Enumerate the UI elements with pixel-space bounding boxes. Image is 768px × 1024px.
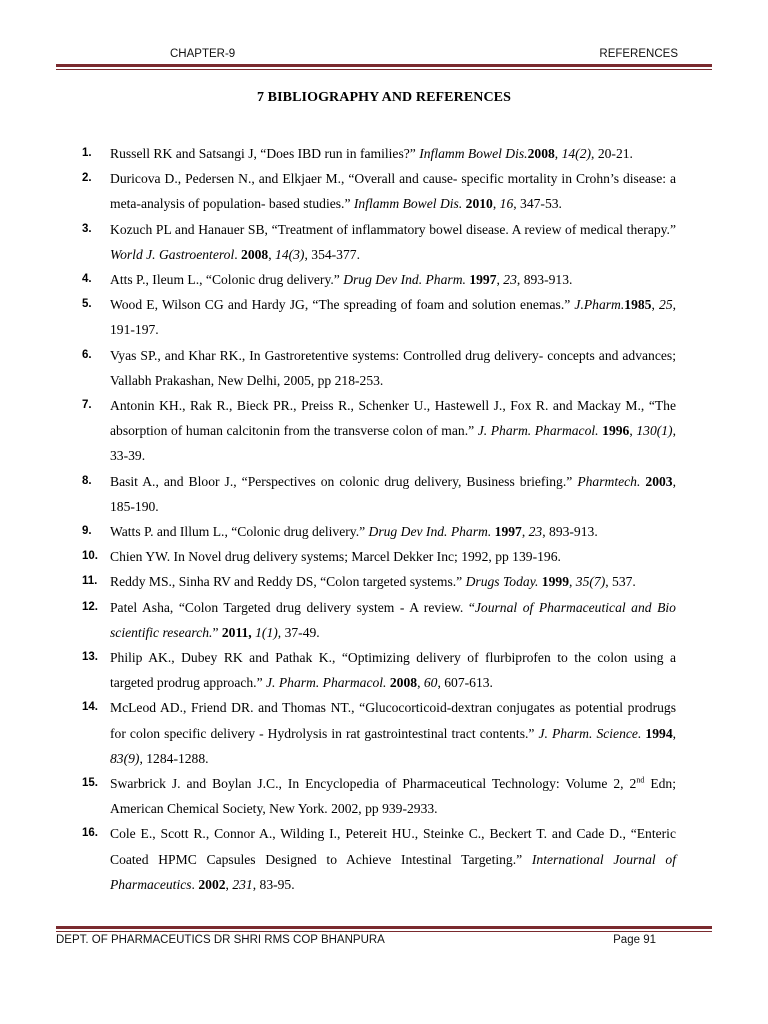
reference-text: , 37-49. (277, 624, 320, 640)
reference-text: J. Pharm. Pharmacol. (477, 423, 599, 439)
reference-text: Kozuch PL and Hanauer SB, “Treatment of inflammatory bowel disease. A review of medical therapy.” (110, 221, 676, 237)
reference-item (82, 771, 676, 821)
reference-text: International Journal of Pharmaceutics (110, 851, 676, 892)
reference-item (82, 141, 676, 166)
reference-item (82, 645, 676, 695)
reference-text: Antonin KH., Rak R., Bieck PR., Preiss R., Schenker U., Hastewell J., Fox R. and Mackay M., “The absorption of human calcitonin from the transverse colon of man.” (110, 398, 676, 439)
reference-text: , 83-95. (252, 876, 295, 892)
reference-text: , (651, 297, 660, 313)
reference-text: 16 (499, 196, 514, 212)
reference-text: 2011, (221, 624, 252, 640)
reference-text: 1(1) (255, 624, 278, 640)
reference-text: Philip AK., Dubey RK and Pathak K., “Optimizing delivery of flurbiprofen to the colon using a targeted prodrug approach.” (110, 650, 676, 691)
reference-text: 14(2) (561, 146, 592, 161)
reference-number: 8. (82, 474, 92, 487)
page-number: Page 91 (613, 934, 656, 946)
reference-text: 2002 (198, 876, 226, 892)
reference-text: . (191, 876, 199, 892)
reference-item (82, 469, 676, 519)
reference-number: 12. (82, 600, 98, 613)
reference-item (82, 217, 676, 267)
reference-number: 5. (82, 298, 92, 311)
reference-item (82, 695, 676, 771)
reference-text: ” (212, 624, 222, 640)
reference-text: , 537. (605, 574, 636, 590)
header-rule (56, 64, 712, 67)
reference-text: Edn; American Chemical Society, New York. 2002, pp 939-2933. (110, 776, 677, 817)
reference-text: Drug Dev Ind. Pharm. (343, 272, 466, 288)
reference-text: Swarbrick J. and Boylan J.C., In Encyclopedia of Pharmaceutical Technology: Volume 2, 2 (110, 776, 637, 792)
reference-text: J. Pharm. Pharmacol. (266, 675, 387, 691)
reference-text: Inflamm Bowel Dis. (353, 196, 463, 212)
page-header (56, 44, 712, 64)
reference-number: 3. (82, 222, 92, 235)
footer-rule-thin (56, 931, 712, 932)
reference-number: 16. (82, 827, 98, 840)
reference-item (82, 595, 676, 645)
reference-text: J.Pharm. (574, 297, 625, 313)
department-label: DEPT. OF PHARMACEUTICS DR SHRI RMS COP BHANPURA (56, 934, 385, 946)
footer-rule (56, 926, 712, 929)
reference-text: Cole E., Scott R., Connor A., Wilding I., Petereit HU., Steinke C., Beckert T. and Cade D., “Enteric Coated HPMC Capsules Designed to Achieve Intestinal Targeting.” (110, 826, 676, 867)
reference-text: 2008 (527, 146, 555, 161)
reference-text: , 1284-1288. (139, 750, 209, 766)
reference-text: 2008 (389, 675, 418, 691)
reference-text: Wood E, Wilson CG and Hardy JG, “The spreading of foam and solution enemas.” (110, 297, 575, 313)
reference-item (82, 821, 676, 897)
reference-text: , 347-53. (513, 196, 562, 212)
reference-text: , (268, 246, 276, 262)
reference-list (82, 141, 676, 897)
reference-text: nd (636, 775, 645, 785)
reference-text: Drugs Today. (465, 574, 539, 590)
reference-text: , (417, 675, 424, 691)
reference-item (82, 393, 676, 469)
reference-text: 23 (503, 272, 517, 288)
reference-text: , (629, 423, 637, 439)
reference-number: 4. (82, 273, 92, 286)
reference-text: 130(1) (636, 423, 673, 439)
reference-text: 1999 (541, 574, 569, 590)
reference-text: Watts P. and Illum L., “Colonic drug delivery.” (110, 524, 369, 540)
reference-number: 9. (82, 525, 92, 538)
reference-item (82, 166, 676, 216)
reference-text: Atts P., Ileum L., “Colonic drug delivery.” (110, 272, 344, 288)
reference-number: 7. (82, 399, 92, 412)
reference-item (82, 544, 676, 569)
reference-number: 1. (82, 147, 92, 159)
reference-number: 14. (82, 701, 98, 714)
reference-number: 2. (82, 172, 92, 185)
reference-text: . (234, 246, 242, 262)
reference-item (82, 519, 676, 544)
reference-number: 15. (82, 777, 98, 790)
reference-text: 1994 (645, 725, 673, 741)
reference-text: , (672, 725, 677, 741)
reference-text: 60 (423, 675, 438, 691)
chapter-label: CHAPTER-9 (170, 48, 236, 60)
reference-text: , 607-613. (437, 675, 493, 691)
reference-text: McLeod AD., Friend DR. and Thomas NT., “Glucocorticoid-dextran conjugates as potential prodrugs for colon specific delivery - Hydrolysis in rat gastrointestinal tract contents.” (110, 700, 676, 741)
reference-item (82, 267, 676, 292)
reference-text: Reddy MS., Sinha RV and Reddy DS, “Colon targeted systems.” (110, 574, 466, 590)
reference-number: 6. (82, 348, 92, 361)
reference-text: , 191-197. (110, 297, 677, 338)
reference-text: Duricova D., Pedersen N., and Elkjaer M., “Overall and cause- specific mortality in Crohn’s disease: a meta-analysis of population- based studies.” (110, 171, 676, 212)
reference-text: 2010 (465, 196, 493, 212)
reference-text: 1996 (602, 423, 630, 439)
reference-text: Drug Dev Ind. Pharm. (368, 524, 492, 540)
reference-text: 1997 (469, 272, 497, 288)
section-label: REFERENCES (599, 48, 678, 60)
reference-text: , 354-377. (304, 246, 360, 262)
reference-text: 14(3) (275, 246, 305, 262)
reference-text: Basit A., and Bloor J., “Perspectives on colonic drug delivery, Business briefing.” (110, 473, 578, 489)
reference-text: , 33-39. (110, 423, 676, 464)
reference-text: 35(7) (575, 574, 606, 590)
reference-text: , 893-913. (516, 272, 573, 288)
reference-text: 2003 (645, 473, 673, 489)
reference-number: 11. (82, 575, 98, 588)
reference-text: Pharmtech. (577, 473, 641, 489)
reference-text: 23 (528, 524, 543, 540)
reference-text: Patel Asha, “Colon Targeted drug delivery system - A review. “ (110, 599, 475, 615)
reference-text: , (568, 574, 576, 590)
page-title: 7 BIBLIOGRAPHY AND REFERENCES (256, 90, 512, 105)
reference-text: 1985 (624, 297, 652, 313)
reference-text: 25 (659, 297, 673, 313)
reference-text: , (492, 196, 500, 212)
reference-text: Journal of Pharmaceutical and Bio scientific research. (110, 599, 676, 640)
reference-number: 10. (82, 550, 98, 563)
reference-text: Chien YW. In Novel drug delivery systems; Marcel Dekker Inc; 1992, pp 139-196. (110, 549, 561, 565)
reference-item (82, 343, 676, 393)
reference-text: 231 (232, 876, 253, 892)
reference-text: , (225, 876, 233, 892)
reference-text: 83(9) (110, 750, 140, 766)
reference-text: 1997 (494, 524, 522, 540)
reference-text: , 185-190. (110, 473, 676, 514)
reference-text: J. Pharm. Science. (538, 725, 642, 741)
reference-item (82, 292, 676, 342)
reference-item (82, 569, 676, 594)
reference-text: 2008 (241, 246, 269, 262)
reference-text: , 893-913. (542, 524, 598, 540)
reference-text: , (521, 524, 529, 540)
reference-text: , (496, 272, 504, 288)
reference-text: Russell RK and Satsangi J, “Does IBD run in families?” (110, 146, 420, 161)
header-rule-thin (56, 69, 712, 70)
page-footer (56, 934, 712, 952)
reference-text: World J. Gastroenterol (110, 246, 235, 262)
reference-text: Vyas SP., and Khar RK., In Gastroretentive systems: Controlled drug delivery- concepts and advances; Vallabh Prakashan, New Delhi, 2005, pp 218-253. (110, 347, 676, 388)
reference-number: 13. (82, 651, 98, 664)
reference-text: , 20-21. (591, 146, 633, 161)
reference-text: , (554, 146, 562, 161)
reference-text: Inflamm Bowel Dis. (419, 146, 528, 161)
